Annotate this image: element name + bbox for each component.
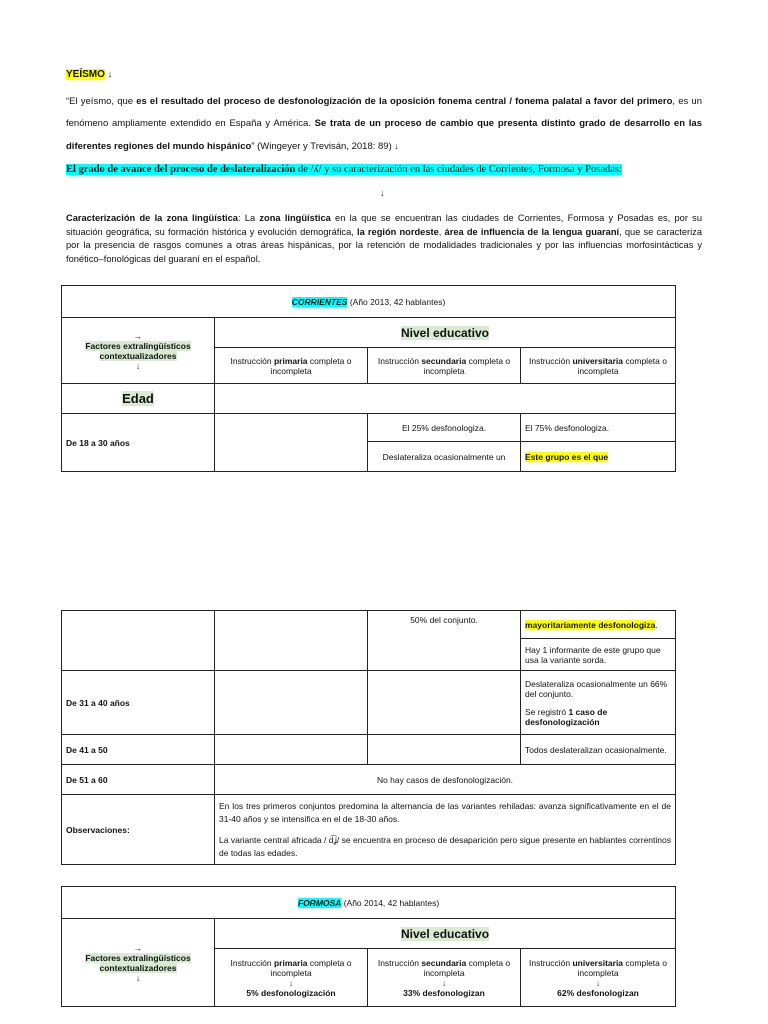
- edad-header: [62, 384, 215, 414]
- row-label-51-60: De 51 a 60: [62, 765, 215, 795]
- col-universitaria: Instrucción universitaria completa o incompleta ↓ 62% desfonologizan: [521, 949, 676, 1007]
- sec-cont: 50% del conjunto.: [368, 611, 521, 671]
- zona-text: , que se caracteriza por la presencia de rasgos comunes a otras áreas hispánicas, por la retención de modalidades tradicionales y por las influencias morfosintácticas y fonético–fonológicas del guaraní en el español.: [66, 226, 702, 264]
- empty-cell: [215, 414, 368, 472]
- factors-label: Factores extralingüísticos contextualizadores: [85, 340, 191, 361]
- right-arrow-icon: →: [133, 330, 143, 341]
- sec-cell-a: El 25% desfonologiza.: [368, 414, 521, 442]
- corrientes-title: [62, 286, 676, 318]
- empty-cell: [215, 611, 368, 671]
- pct-secundaria: 33% desfonologizan: [403, 987, 485, 998]
- process-title-bold: El grado de avance del proceso de deslateralización: [66, 164, 296, 175]
- pct-primaria: 5% desfonologización: [246, 987, 336, 998]
- corrientes-table: [61, 285, 676, 472]
- factors-cell: [62, 318, 215, 384]
- nivel-header: [215, 919, 676, 949]
- empty-cell: [368, 735, 521, 765]
- quote-text: “El yeísmo, que: [66, 96, 137, 107]
- down-arrow-icon: ↓: [441, 977, 447, 988]
- nivel-label: Nivel educativo: [401, 926, 490, 941]
- empty-cell: [215, 671, 368, 735]
- down-arrow-icon: ↓: [135, 972, 141, 983]
- col-secundaria: Instrucción secundaria completa o incompleta ↓ 33% desfonologizan: [368, 949, 521, 1007]
- quote-bold: Se trata de un proceso de cambio que presenta distinto grado de desarrollo en las diferentes regiones del mundo hispánico: [66, 118, 702, 152]
- city-year: (Año 2013, 42 hablantes): [347, 296, 446, 307]
- factors-label: Factores extralingüísticos contextualizadores: [85, 952, 191, 973]
- heading-title: YEÍSMO: [66, 69, 105, 80]
- zona-bold: zona lingüística: [259, 213, 331, 223]
- process-title: [66, 162, 702, 177]
- zona-text: en la que se encuentran las ciudades de Corrientes, Formosa y Posadas es, por su situación geográfica, su formación histórica y evolución demográfica,: [66, 213, 702, 237]
- zona-text: : La: [237, 213, 260, 223]
- nivel-label: Nivel educativo: [400, 325, 490, 340]
- uni-highlight: Este grupo es el que: [525, 451, 609, 462]
- down-arrow-icon: ↓: [380, 188, 385, 198]
- row-label-31-40: De 31 a 40 años: [62, 671, 215, 735]
- col-primaria: Instrucción primaria completa o incompleta: [215, 348, 368, 384]
- sec-cell-b: Deslateraliza ocasionalmente un: [368, 442, 521, 472]
- factors-cell: [62, 919, 215, 1007]
- obs-text: [215, 795, 676, 865]
- quote-bold: es el resultado del proceso de desfonologización de la oposición fonema central / fonema palatal a favor del primero: [136, 96, 673, 107]
- down-arrow-icon: ↓: [135, 360, 141, 371]
- empty-cell: [215, 735, 368, 765]
- down-arrow-icon: ↓: [394, 141, 399, 151]
- empty-cell: [215, 384, 676, 414]
- uni-cont-a: [521, 611, 676, 639]
- col-universitaria: Instrucción universitaria completa o incompleta: [521, 348, 676, 384]
- formosa-table: [61, 886, 676, 1007]
- corrientes-table-continued: [61, 610, 676, 865]
- col-secundaria: Instrucción secundaria completa o incompleta: [368, 348, 521, 384]
- row-label-41-50: De 41 a 50: [62, 735, 215, 765]
- uni-cont-b: Hay 1 informante de este grupo que usa la variante sorda.: [521, 639, 676, 671]
- row31-pre: Se registró: [525, 706, 569, 717]
- quote-text: , es un fenómeno ampliamente extendido en España y América.: [66, 96, 702, 129]
- zona-lead: Caracterización de la zona lingüística: [66, 213, 238, 223]
- row-label-18-30: De 18 a 30 años: [62, 414, 215, 472]
- uni-highlight: mayoritariamente desfonologiza: [525, 619, 656, 630]
- obs-paragraph: En los tres primeros conjuntos predomina la alternancia de las variantes rehiladas: avanza significativamente en el de 31-40 años y se intensifica en el de 18-30 años.: [219, 800, 671, 824]
- down-arrow-icon: ↓: [595, 977, 601, 988]
- row51-text: No hay casos de desfonologización.: [215, 765, 676, 795]
- quote-paragraph: [66, 91, 702, 158]
- col-primaria: Instrucción primaria completa o incompleta ↓ 5% desfonologización: [215, 949, 368, 1007]
- uni-cell-a: El 75% desfonologiza.: [521, 414, 676, 442]
- process-title-rest: de /ʎ/ y su caracterización en las ciudades de Corrientes, Formosa y Posadas:: [295, 164, 622, 175]
- quote-citation: ” (Wingeyer y Trevisán, 2018: 89): [251, 141, 392, 152]
- down-arrow-icon: ↓: [107, 69, 113, 79]
- edad-label: Edad: [122, 391, 154, 406]
- city-name: FORMOSA: [297, 897, 342, 908]
- city-year: (Año 2014, 42 hablantes): [341, 897, 440, 908]
- period: .: [655, 619, 658, 630]
- row31-text: Deslateraliza ocasionalmente un 66% del conjunto.: [525, 678, 668, 699]
- row31-bold: 1 caso de desfonologización: [525, 706, 608, 727]
- down-arrow-icon: ↓: [288, 977, 294, 988]
- zona-text: ,: [438, 226, 445, 237]
- city-name: CORRIENTES: [291, 296, 348, 307]
- right-arrow-icon: →: [133, 942, 143, 953]
- zona-bold: la región nordeste: [357, 226, 439, 237]
- pct-universitaria: 62% desfonologizan: [557, 987, 639, 998]
- obs-paragraph: La variante central africada / d͡ʝ/ se encuentra en proceso de desaparición pero sigue presente en hablantes correntinos de todas las edades.: [219, 834, 671, 858]
- uni-cell-b: [521, 442, 676, 472]
- formosa-title: [62, 887, 676, 919]
- section-heading: [66, 69, 112, 80]
- zona-paragraph: [66, 212, 702, 266]
- uni-row41: Todos deslateralizan ocasionalmente.: [521, 735, 676, 765]
- zona-bold: área de influencia de la lengua guaraní: [444, 226, 620, 237]
- empty-cell: [62, 611, 215, 671]
- empty-cell: [368, 671, 521, 735]
- obs-label: Observaciones:: [62, 795, 215, 865]
- uni-row31: [521, 671, 676, 735]
- nivel-header: [215, 318, 676, 348]
